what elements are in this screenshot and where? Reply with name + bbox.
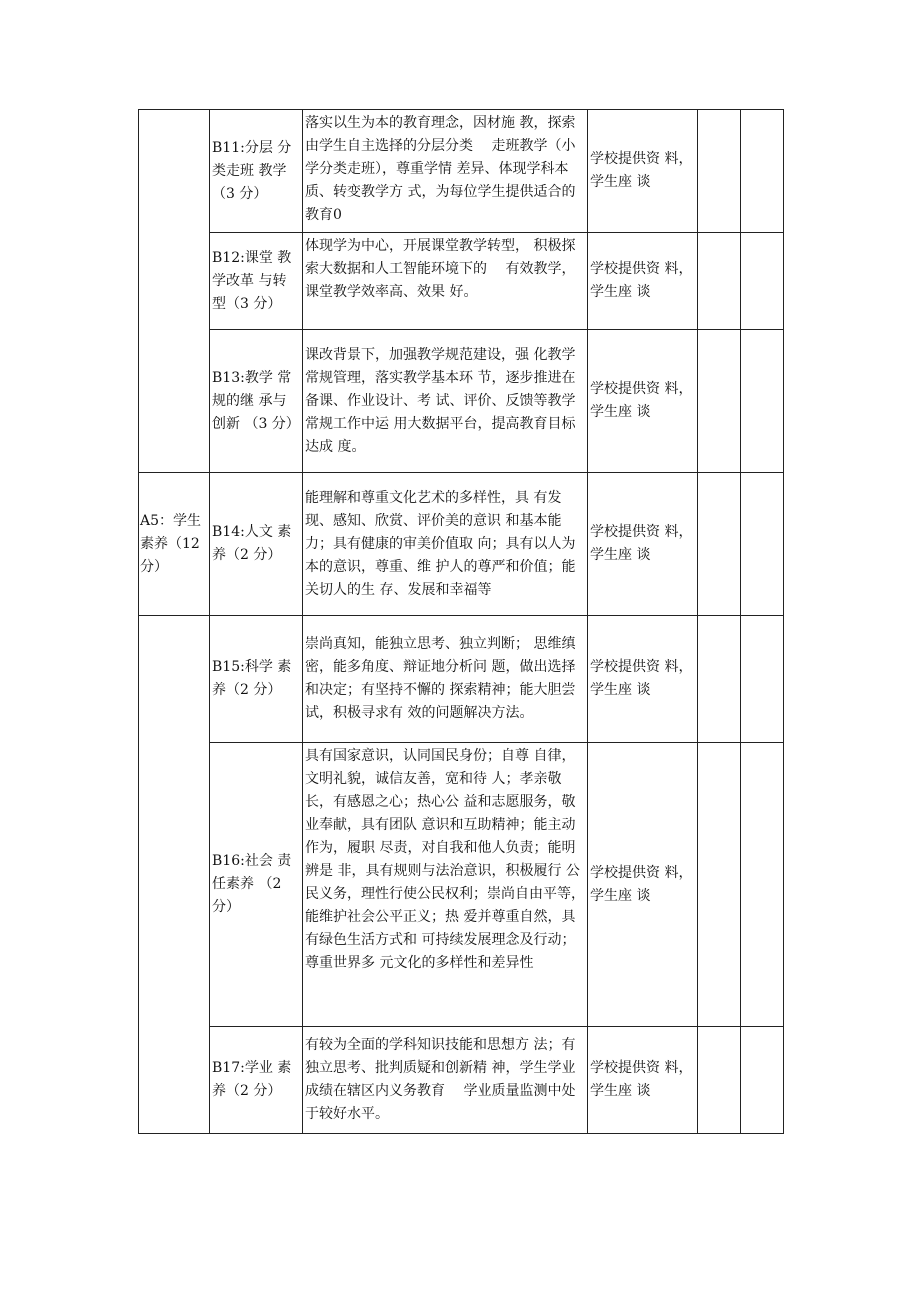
score-cell [698, 330, 741, 473]
b-item-cell: B16:社会 责任素养 （2 分） [210, 743, 303, 1027]
table-row [139, 110, 784, 233]
b-item-cell: B12:课堂 教学改革 与转型（3 分） [210, 233, 303, 330]
table-row [139, 1027, 784, 1134]
method-cell: 学校提供资 料，学生座 谈 [588, 473, 698, 616]
b-item-cell: B14:人文 素养（2 分） [210, 473, 303, 616]
a-item-cell: A5：学生素养（12 分） [139, 473, 210, 616]
score-cell [741, 110, 784, 233]
score-cell [698, 233, 741, 330]
criteria-cell: 具有国家意识，认同国民身份；自尊 自律，文明礼貌，诚信友善，宽和待 人；孝亲敬长，有感恩之心；热心公 益和志愿服务，敬业奉献，具有团队 意识和互助精神；能主动作为，履职 尽责，对自我和他人负责；能明辨是 非，具有规则与法治意识，积极履行 公民义务，理性行使公民权利；崇尚自由平等，能维护社会公平正义；热 爱并尊重自然，具有绿色生活方式和 可持续发展理念及行动；尊重世界多 元文化的多样性和差异性 [303, 743, 588, 1027]
score-cell [741, 616, 784, 743]
method-cell: 学校提供资 料，学生座 谈 [588, 1027, 698, 1134]
a-item-cell [139, 110, 210, 473]
method-cell: 学校提供资 料，学生座 谈 [588, 233, 698, 330]
evaluation-table [138, 109, 784, 1134]
score-cell [698, 616, 741, 743]
method-cell: 学校提供资 料，学生座 谈 [588, 743, 698, 1027]
b-item-cell: B15:科学 素养（2 分） [210, 616, 303, 743]
b-item-cell: B13:教学 常规的继 承与创新 （3 分） [210, 330, 303, 473]
score-cell [741, 330, 784, 473]
score-cell [698, 473, 741, 616]
criteria-cell: 体现学为中心，开展课堂教学转型， 积极探索大数据和人工智能环境下的 有效教学，课堂教学效率高、效果 好。 [303, 233, 588, 330]
score-cell [741, 233, 784, 330]
criteria-cell: 落实以生为本的教育理念，因材施 教，探索由学生自主选择的分层分类 走班教学（小学分类走班），尊重学情 差异、体现学科本质、转变教学方 式，为每位学生提供适合的教育0 [303, 110, 588, 233]
table-row [139, 330, 784, 473]
score-cell [698, 743, 741, 1027]
score-cell [698, 1027, 741, 1134]
table-row [139, 743, 784, 1027]
b-item-cell: B17:学业 素养（2 分） [210, 1027, 303, 1134]
b-item-cell: B11:分层 分类走班 教学（3 分） [210, 110, 303, 233]
score-cell [741, 473, 784, 616]
method-cell: 学校提供资 料，学生座 谈 [588, 616, 698, 743]
score-cell [698, 110, 741, 233]
score-cell [741, 1027, 784, 1134]
table-row [139, 616, 784, 743]
criteria-cell: 崇尚真知，能独立思考、独立判断； 思维缜密，能多角度、辩证地分析问 题，做出选择和决定；有坚持不懈的 探索精神；能大胆尝试，积极寻求有 效的问题解决方法。 [303, 616, 588, 743]
table-row [139, 473, 784, 616]
a-item-cell [139, 616, 210, 1134]
criteria-cell: 有较为全面的学科知识技能和思想方 法；有独立思考、批判质疑和创新精 神，学生学业成绩在辖区内义务教育 学业质量监测中处于较好水平。 [303, 1027, 588, 1134]
method-cell: 学校提供资 料，学生座 谈 [588, 110, 698, 233]
criteria-cell: 能理解和尊重文化艺术的多样性，具 有发现、感知、欣赏、评价美的意识 和基本能力；具有健康的审美价值取 向；具有以人为本的意识，尊重、维 护人的尊严和价值；能关切人的生 存、发展和幸福等 [303, 473, 588, 616]
method-cell: 学校提供资 料，学生座 谈 [588, 330, 698, 473]
score-cell [741, 743, 784, 1027]
table-row [139, 233, 784, 330]
criteria-cell: 课改背景下，加强教学规范建设，强 化教学常规管理，落实教学基本环 节，逐步推进在备课、作业设计、考 试、评价、反馈等教学常规工作中运 用大数据平台，提高教育目标达成 度。 [303, 330, 588, 473]
